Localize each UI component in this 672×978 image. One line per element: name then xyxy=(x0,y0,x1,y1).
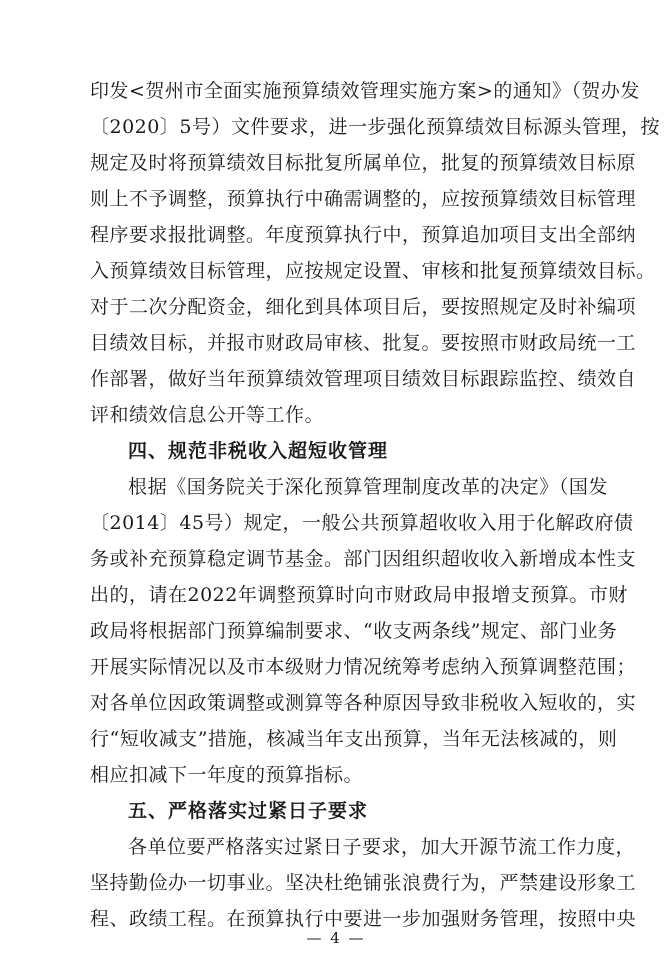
page-number: — 4 — xyxy=(306,929,366,947)
paragraph-line: 对于二次分配资金，细化到具体项目后，要按照规定及时补编项 xyxy=(90,296,637,318)
paragraph-line: 开展实际情况以及市本级财力情况统筹考虑纳入预算调整范围； xyxy=(90,656,637,678)
paragraph-line: 务或补充预算稳定调节基金。部门因组织超收收入新增成本性支 xyxy=(90,548,637,570)
paragraph-line: 〔2020〕5号）文件要求，进一步强化预算绩效目标源头管理，按 xyxy=(90,116,660,138)
paragraph-line: 作部署，做好当年预算绩效管理项目绩效目标跟踪监控、绩效自 xyxy=(90,368,637,390)
paragraph-line: 规定及时将预算绩效目标批复所属单位，批复的预算绩效目标原 xyxy=(90,152,637,174)
paragraph-line: 〔2014〕45号）规定，一般公共预算超收收入用于化解政府债 xyxy=(90,512,634,534)
paragraph-line: 坚持勤俭办一切事业。坚决杜绝铺张浪费行为，严禁建设形象工 xyxy=(90,872,637,894)
paragraph-line: 根据《国务院关于深化预算管理制度改革的决定》（国发 xyxy=(128,476,608,498)
paragraph-line: 程序要求报批调整。年度预算执行中，预算追加项目支出全部纳 xyxy=(90,224,637,246)
paragraph-line: 相应扣减下一年度的预算指标。 xyxy=(90,764,364,786)
paragraph-line: 评和绩效信息公开等工作。 xyxy=(90,404,325,426)
paragraph-line: 入预算绩效目标管理，应按规定设置、审核和批复预算绩效目标。 xyxy=(90,260,656,282)
paragraph-line: 行“短收减支”措施，核减当年支出预算，当年无法核减的，则 xyxy=(90,728,618,750)
section-heading-4: 四、规范非税收入超短收管理 xyxy=(128,440,389,462)
paragraph-line: 程、政绩工程。在预算执行中要进一步加强财务管理，按照中央 xyxy=(90,908,637,930)
section-heading-5: 五、严格落实过紧日子要求 xyxy=(128,800,369,822)
paragraph-line: 对各单位因政策调整或测算等各种原因导致非税收入短收的，实 xyxy=(90,692,637,714)
paragraph-line: 政局将根据部门预算编制要求、“收支两条线”规定、部门业务 xyxy=(90,620,618,642)
paragraph-line: 出的，请在2022年调整预算时向市财政局申报增支预算。市财 xyxy=(90,584,628,606)
paragraph-line: 则上不予调整，预算执行中确需调整的，应按预算绩效目标管理 xyxy=(90,188,637,210)
paragraph-line: 印发<贺州市全面实施预算绩效管理实施方案>的通知》（贺办发 xyxy=(90,80,640,102)
paragraph-line: 各单位要严格落实过紧日子要求，加大开源节流工作力度， xyxy=(128,836,636,858)
paragraph-line: 目绩效目标，并报市财政局审核、批复。要按照市财政局统一工 xyxy=(90,332,637,354)
